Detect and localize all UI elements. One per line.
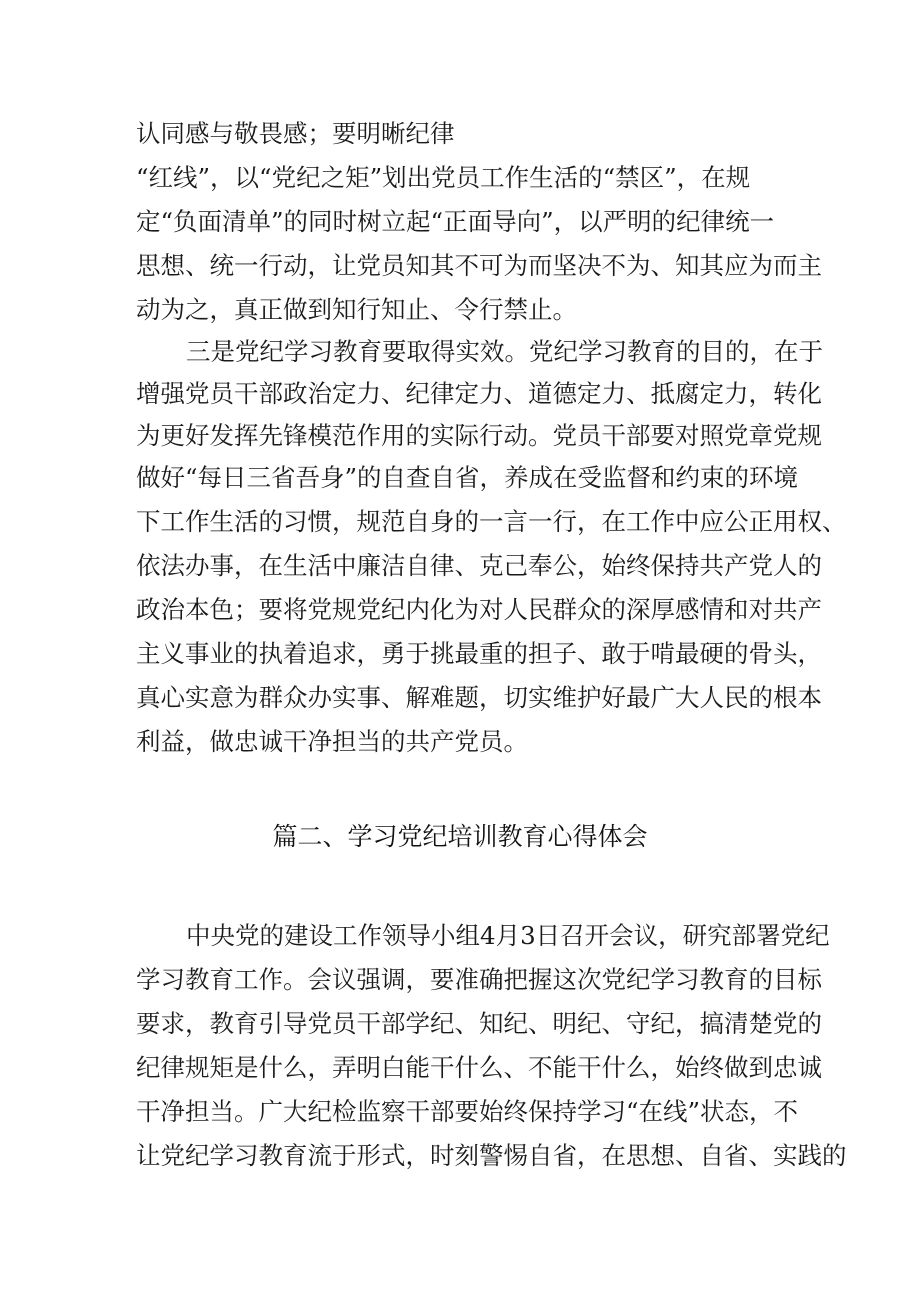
- body-line: 真心实意为群众办实事、解难题，切实维护好最广大人民的根本: [136, 683, 822, 712]
- section-heading: 篇二、学习党纪培训教育心得体会: [272, 822, 648, 851]
- body-line: 干净担当。广大纪检监察干部要始终保持学习“在线”状态，不: [136, 1097, 799, 1126]
- body-line: 政治本色；要将党规党纪内化为对人民群众的深厚感情和对共产: [136, 595, 822, 624]
- body-line: 主义事业的执着追求，勇于挑最重的担子、敢于啃最硬的骨头，: [136, 639, 822, 668]
- body-line: “红线”，以“党纪之矩”划出党员工作生活的“禁区”，在规: [136, 163, 751, 192]
- body-line: 定“负面清单”的同时树立起“正面导向”，以严明的纪律统一: [136, 207, 775, 236]
- body-line: 增强党员干部政治定力、纪律定力、道德定力、抵腐定力，转化: [136, 379, 822, 408]
- body-line: 纪律规矩是什么，弄明白能干什么、不能干什么，始终做到忠诚: [136, 1053, 822, 1082]
- body-line: 认同感与敬畏感；要明晰纪律: [136, 119, 455, 148]
- body-line: 做好“每日三省吾身”的自查自省，养成在受监督和约束的环境: [136, 463, 799, 492]
- body-line: 要求，教育引导党员干部学纪、知纪、明纪、守纪，搞清楚党的: [136, 1009, 822, 1038]
- body-line: 思想、统一行动，让党员知其不可为而坚决不为、知其应为而主: [136, 251, 822, 280]
- body-line: 让党纪学习教育流于形式，时刻警惕自省，在思想、自省、实践的: [136, 1141, 847, 1170]
- body-line: 学习教育工作。会议强调，要准确把握这次党纪学习教育的目标: [136, 965, 822, 994]
- body-line: 利益，做忠诚干净担当的共产党员。: [136, 727, 528, 756]
- body-line: 三是党纪学习教育要取得实效。党纪学习教育的目的，在于: [186, 337, 823, 366]
- body-line: 中央党的建设工作领导小组4月3日召开会议，研究部署党纪: [186, 921, 830, 950]
- body-line: 下工作生活的习惯，规范自身的一言一行，在工作中应公正用权、: [136, 507, 847, 536]
- body-line: 为更好发挥先锋模范作用的实际行动。党员干部要对照党章党规: [136, 421, 822, 450]
- body-line: 依法办事，在生活中廉洁自律、克己奉公，始终保持共产党人的: [136, 551, 822, 580]
- body-line: 动为之，真正做到知行知止、令行禁止。: [136, 295, 577, 324]
